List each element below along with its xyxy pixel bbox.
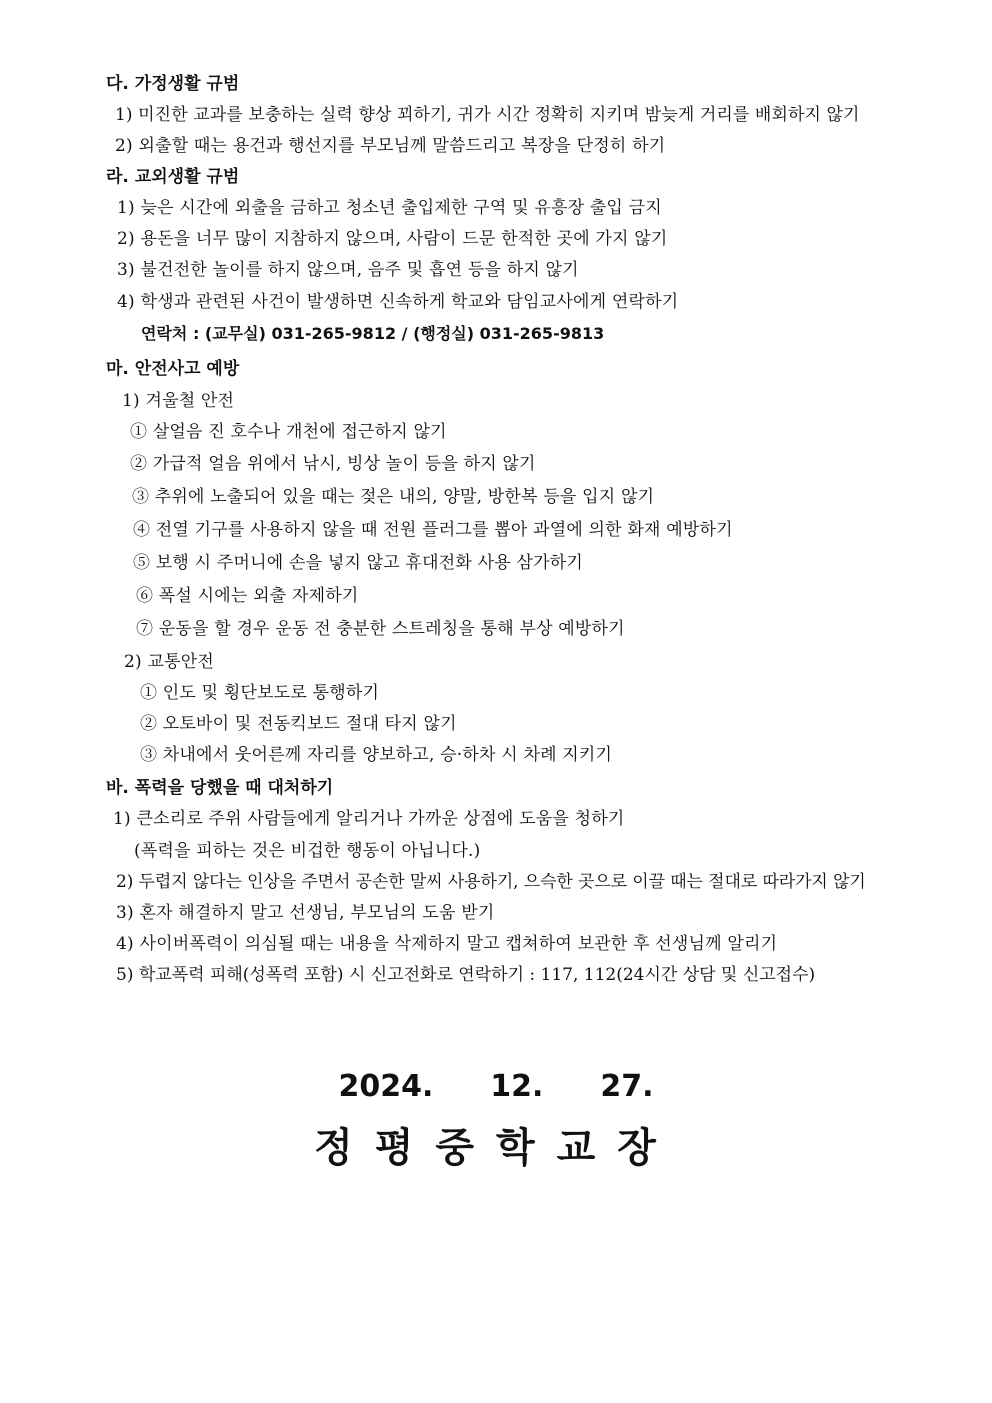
list-item: 1) 미진한 교과를 보충하는 실력 향상 꾀하기, 귀가 시간 정확히 지키며 밤늦게 거리를 배회하지 않기 <box>115 105 860 125</box>
list-item: ① 인도 및 횡단보도로 통행하기 <box>140 683 380 703</box>
list-item-note: (폭력을 피하는 것은 비겁한 행동이 아닙니다.) <box>134 841 481 861</box>
subsection-title-traffic: 2) 교통안전 <box>124 652 214 672</box>
list-item: ② 오토바이 및 전동킥보드 절대 타지 않기 <box>140 714 457 734</box>
list-item: 3) 혼자 해결하지 말고 선생님, 부모님의 도움 받기 <box>116 903 495 923</box>
list-item: ⑦ 운동을 할 경우 운동 전 충분한 스트레칭을 통해 부상 예방하기 <box>136 619 625 639</box>
list-item: ⑥ 폭설 시에는 외출 자제하기 <box>136 586 359 606</box>
list-item: 2) 용돈을 너무 많이 지참하지 않으며, 사람이 드문 한적한 곳에 가지 않기 <box>117 229 668 249</box>
principal-signature: 정평중학교장 <box>314 1125 678 1171</box>
subsection-title-winter: 1) 겨울철 안전 <box>122 391 235 411</box>
section-heading-safety: 마. 안전사고 예방 <box>106 359 240 379</box>
list-item: ② 가급적 얼음 위에서 낚시, 빙상 놀이 등을 하지 않기 <box>130 454 536 474</box>
list-item: 2) 외출할 때는 용건과 행선지를 부모님께 말씀드리고 복장을 단정히 하기 <box>115 136 666 156</box>
list-item: ③ 차내에서 웃어른께 자리를 양보하고, 승·하차 시 차례 지키기 <box>140 745 613 765</box>
list-item: 1) 늦은 시간에 외출을 금하고 청소년 출입제한 구역 및 유흥장 출입 금지 <box>117 198 662 218</box>
list-item: ① 살얼음 진 호수나 개천에 접근하지 않기 <box>130 422 447 442</box>
list-item: 2) 두렵지 않다는 인상을 주면서 공손한 말씨 사용하기, 으슥한 곳으로 이끌 때는 절대로 따라가지 않기 <box>116 872 866 892</box>
list-item: 4) 학생과 관련된 사건이 발생하면 신속하게 학교와 담임교사에게 연락하기 <box>117 292 679 312</box>
list-item: 4) 사이버폭력이 의심될 때는 내용을 삭제하지 말고 캡쳐하여 보관한 후 선생님께 알리기 <box>116 934 778 954</box>
section-heading-violence: 바. 폭력을 당했을 때 대처하기 <box>106 778 334 798</box>
list-item: ④ 전열 기구를 사용하지 않을 때 전원 플러그를 뽑아 과열에 의한 화재 예방하기 <box>133 520 733 540</box>
document-date: 2024. 12. 27. <box>338 1069 654 1104</box>
list-item: 5) 학교폭력 피해(성폭력 포함) 시 신고전화로 연락하기 : 117, 112(24시간 상담 및 신고접수) <box>116 965 816 985</box>
section-heading-home-life: 다. 가정생활 규범 <box>106 74 240 94</box>
section-heading-outside-life: 라. 교외생활 규범 <box>106 167 240 187</box>
contact-info: 연락처 : (교무실) 031-265-9812 / (행정실) 031-265-9813 <box>141 324 605 343</box>
list-item: 3) 불건전한 놀이를 하지 않으며, 음주 및 흡연 등을 하지 않기 <box>117 260 579 280</box>
list-item: ⑤ 보행 시 주머니에 손을 넣지 않고 휴대전화 사용 삼가하기 <box>133 553 583 573</box>
list-item: ③ 추위에 노출되어 있을 때는 젖은 내의, 양말, 방한복 등을 입지 않기 <box>132 487 655 507</box>
list-item: 1) 큰소리로 주위 사람들에게 알리거나 가까운 상점에 도움을 청하기 <box>113 809 625 829</box>
